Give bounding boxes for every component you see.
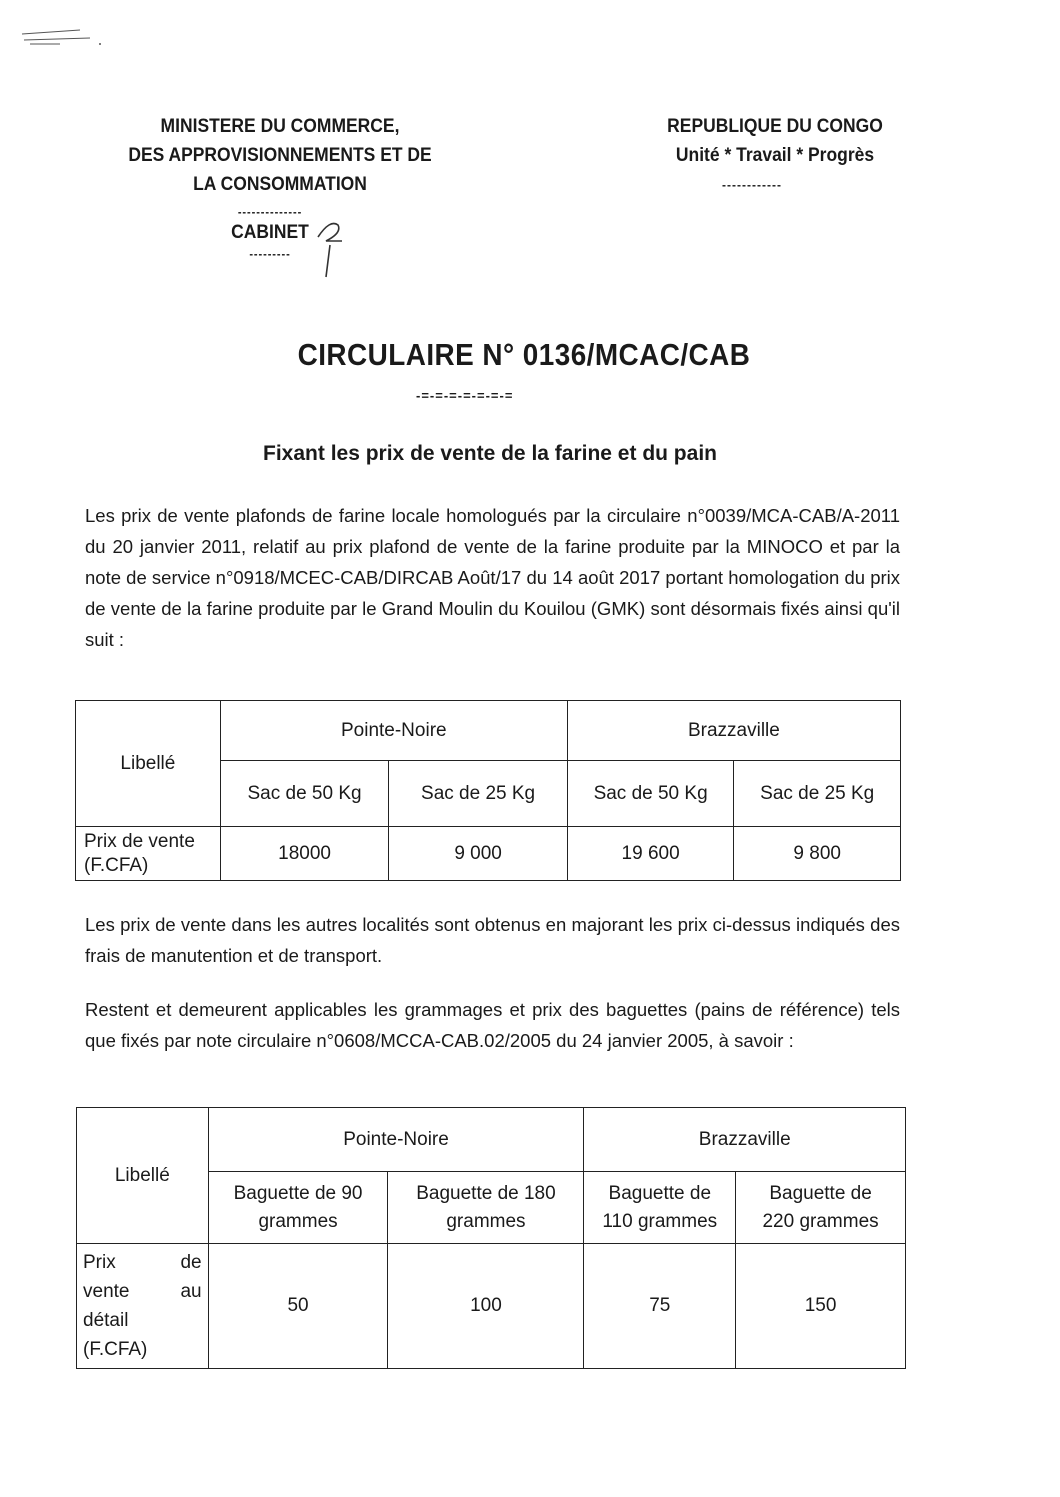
republic-header <box>642 112 909 170</box>
table1-sub-header: Sac de 50 Kg <box>567 761 734 827</box>
title-separator: -=-=-=-=-=-=-= <box>416 388 514 403</box>
table2-city-brazzaville: Brazzaville <box>584 1108 906 1172</box>
table2-price-cell: 150 <box>736 1244 906 1369</box>
table2-price-cell: 100 <box>388 1244 584 1369</box>
table1-price-cell: 18000 <box>220 827 389 881</box>
table2-sub-header-line1: Baguette de 180 <box>416 1182 556 1204</box>
ministry-line-2: DES APPROVISIONNEMENTS ET DE <box>128 145 432 166</box>
table1-sub-header: Sac de 25 Kg <box>734 761 901 827</box>
table2-row-label <box>77 1244 209 1369</box>
ministry-line-3: LA CONSOMMATION <box>193 174 367 195</box>
table1-city-pointe-noire: Pointe-Noire <box>220 701 567 761</box>
row-label-word: (F.CFA) <box>83 1339 148 1360</box>
table2-sub-header-line1: Baguette de <box>769 1182 872 1204</box>
table2-sub-header-line2: grammes <box>446 1210 526 1232</box>
table2-price-cell: 50 <box>208 1244 388 1369</box>
republic-motto: Unité * Travail * Progrès <box>675 145 875 166</box>
table2-sub-header-line1: Baguette de 90 <box>233 1182 363 1204</box>
table2-city-pointe-noire: Pointe-Noire <box>208 1108 584 1172</box>
table1-price-cell: 9 000 <box>389 827 567 881</box>
cabinet-separator-top: -------------- <box>237 205 303 219</box>
table2-sub-header <box>736 1172 906 1244</box>
cabinet-block <box>215 205 325 261</box>
paragraph-other-localities: Les prix de vente dans les autres localités sont obtenus en majorant les prix ci-dessus indiqués des frais de manutention et de transport. <box>85 914 900 966</box>
table2-label-header: Libellé <box>77 1108 209 1244</box>
row-label-word: détail <box>83 1310 129 1331</box>
paragraph-flour-prices: Les prix de vente plafonds de farine locale homologués par la circulaire n°0039/MCA-CAB/A-2011 du 20 janvier 2011, relatif au prix plafond de vente de la farine produite par la MINOCO et par la note de service n°0918/MCEC-CAB/DIRCAB Août/17 du 14 août 2017 portant homologation du prix de vente de la farine produite par le Grand Moulin du Kouilou (GMK) sont désormais fixés ainsi qu'il suit : <box>85 505 900 650</box>
republic-name: REPUBLIQUE DU CONGO <box>667 116 883 137</box>
table1-row-label-line2: (F.CFA) <box>84 854 149 876</box>
table2-sub-header-line1: Baguette de <box>608 1182 712 1204</box>
row-label-word: au <box>180 1281 202 1302</box>
row-label-word: Prix <box>83 1252 116 1273</box>
table1-price-cell: 9 800 <box>734 827 901 881</box>
table1-sub-header: Sac de 50 Kg <box>220 761 389 827</box>
row-label-word: de <box>180 1252 202 1273</box>
ministry-line-1: MINISTERE DU COMMERCE, <box>160 116 400 137</box>
table2-sub-header <box>208 1172 388 1244</box>
table2-price-cell: 75 <box>584 1244 736 1369</box>
ministry-header <box>96 112 464 199</box>
republic-separator: ------------ <box>722 178 782 192</box>
circular-subtitle: Fixant les prix de vente de la farine et du pain <box>263 442 717 465</box>
table1-row-label <box>76 827 221 881</box>
table1-city-brazzaville: Brazzaville <box>567 701 900 761</box>
table2-sub-header-line2: 220 grammes <box>762 1210 879 1232</box>
table1-row-label-line1: Prix de vente <box>84 830 195 852</box>
table2-sub-header <box>388 1172 584 1244</box>
initial-handwritten-mark <box>312 215 352 285</box>
table1-label-header: Libellé <box>76 701 221 827</box>
table2-sub-header-line2: grammes <box>258 1210 338 1232</box>
table1-price-cell: 19 600 <box>567 827 734 881</box>
table2-sub-header-line2: 110 grammes <box>602 1210 718 1232</box>
cabinet-label: CABINET <box>231 222 309 243</box>
table1-sub-header: Sac de 25 Kg <box>389 761 567 827</box>
baguette-price-table <box>76 1107 906 1369</box>
row-label-word: vente <box>83 1281 130 1302</box>
flour-price-table <box>75 700 901 881</box>
cabinet-separator-bottom: --------- <box>249 247 291 261</box>
circular-title: CIRCULAIRE N° 0136/MCAC/CAB <box>297 337 751 372</box>
table2-sub-header <box>584 1172 736 1244</box>
corner-scribble-mark <box>20 22 110 52</box>
paragraph-baguettes: Restent et demeurent applicables les grammages et prix des baguettes (pains de référence) tels que fixés par note circulaire n°0608/MCCA-CAB.02/2005 du 24 janvier 2005, à savoir : <box>85 999 900 1051</box>
